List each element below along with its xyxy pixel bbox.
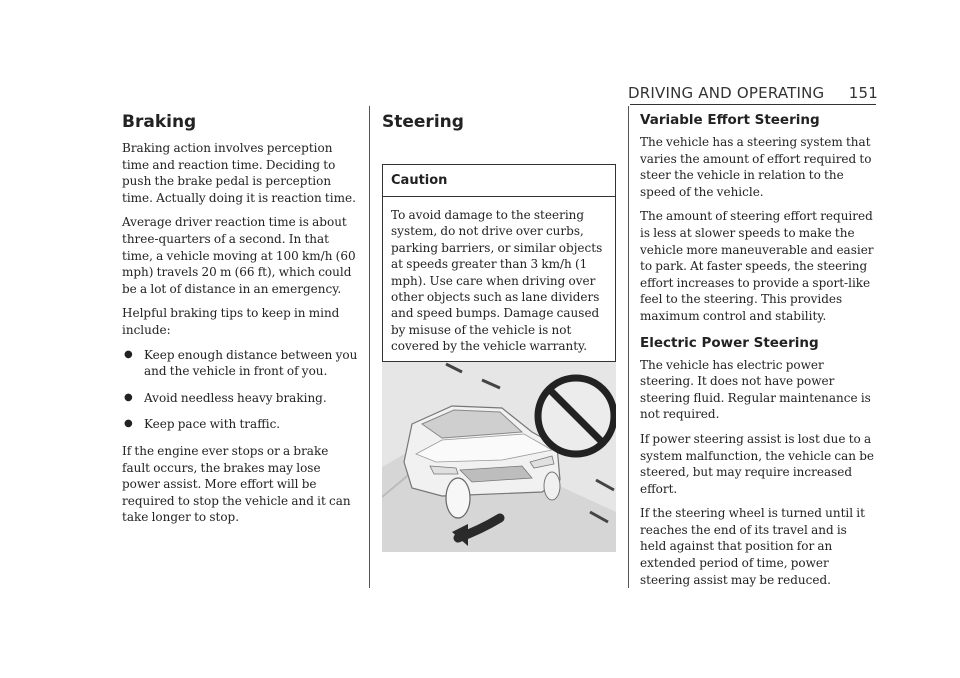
list-item [122,416,358,433]
tip-text: Keep enough distance between you and the vehicle in front of you. [144,347,358,379]
electric-power-paragraph-2: If power steering assist is lost due to a system malfunction, the vehicle can be steered, but may require increased effort. [640,431,875,496]
car-curb-icon [382,362,616,552]
tip-text: Keep pace with traffic. [144,417,281,432]
list-item [122,347,358,380]
column-divider-2 [628,106,629,588]
curb-warning-illustration [382,362,616,552]
steering-details-section [640,108,876,596]
variable-effort-paragraph-1: The vehicle has a steering system that varies the amount of effort required to steer the vehicle in relation to the speed of the vehicle. [640,135,872,199]
page-number: 151 [848,84,878,102]
caution-text: To avoid damage to the steering system, do not drive over curbs, parking barriers, or similar objects at speeds greater than 3 km/h (1 mph). Use care when driving over other objects such as lane dividers and speed bumps. Damage caused by misuse of the vehicle is not covered by the vehicle warranty. [391,208,603,354]
tip-text: Avoid needless heavy braking. [144,390,327,405]
caution-title: Caution [383,165,615,197]
braking-paragraph-3: Helpful braking tips to keep in mind include: [122,306,340,337]
steering-heading: Steering [382,112,464,132]
caution-box [382,164,616,362]
variable-effort-heading: Variable Effort Steering [640,112,820,128]
section-title: DRIVING AND OPERATING [628,84,825,102]
steering-section [382,108,616,362]
braking-section [122,108,358,534]
braking-paragraph-2: Average driver reaction time is about three-quarters of a second. In that time, a vehicle moving at 100 km/h (60 mph) travels 20 m (66 ft), which could be a lot of distance in an emergency. [122,215,356,296]
electric-power-paragraph-1: The vehicle has electric power steering. It does not have power steering fluid. Regular maintenance is not required. [640,357,871,422]
bullet-icon: ● [124,348,133,360]
braking-heading: Braking [122,112,197,132]
bullet-icon: ● [124,418,133,430]
list-item [122,390,358,407]
column-divider-1 [369,106,370,588]
bullet-icon: ● [124,391,133,403]
electric-power-paragraph-3: If the steering wheel is turned until it reaches the end of its travel and is held against that position for an extended period of time, power steering assist may be reduced. [640,506,865,587]
variable-effort-paragraph-2: The amount of steering effort required is less at slower speeds to make the vehicle more maneuverable and easier to park. At faster speeds, the steering effort increases to provide a sport-like feel to the steering. This provides maximum control and stability. [640,209,874,323]
braking-tips-list [122,347,358,433]
header-rule [630,104,876,105]
electric-power-heading: Electric Power Steering [640,334,819,351]
braking-paragraph-1: Braking action involves perception time and reaction time. Deciding to push the brake pedal is perception time. Actually doing it is reaction time. [122,141,356,205]
braking-closing-paragraph: If the engine ever stops or a brake fault occurs, the brakes may lose power assist. More effort will be required to stop the vehicle and it can take longer to stop. [122,443,351,525]
